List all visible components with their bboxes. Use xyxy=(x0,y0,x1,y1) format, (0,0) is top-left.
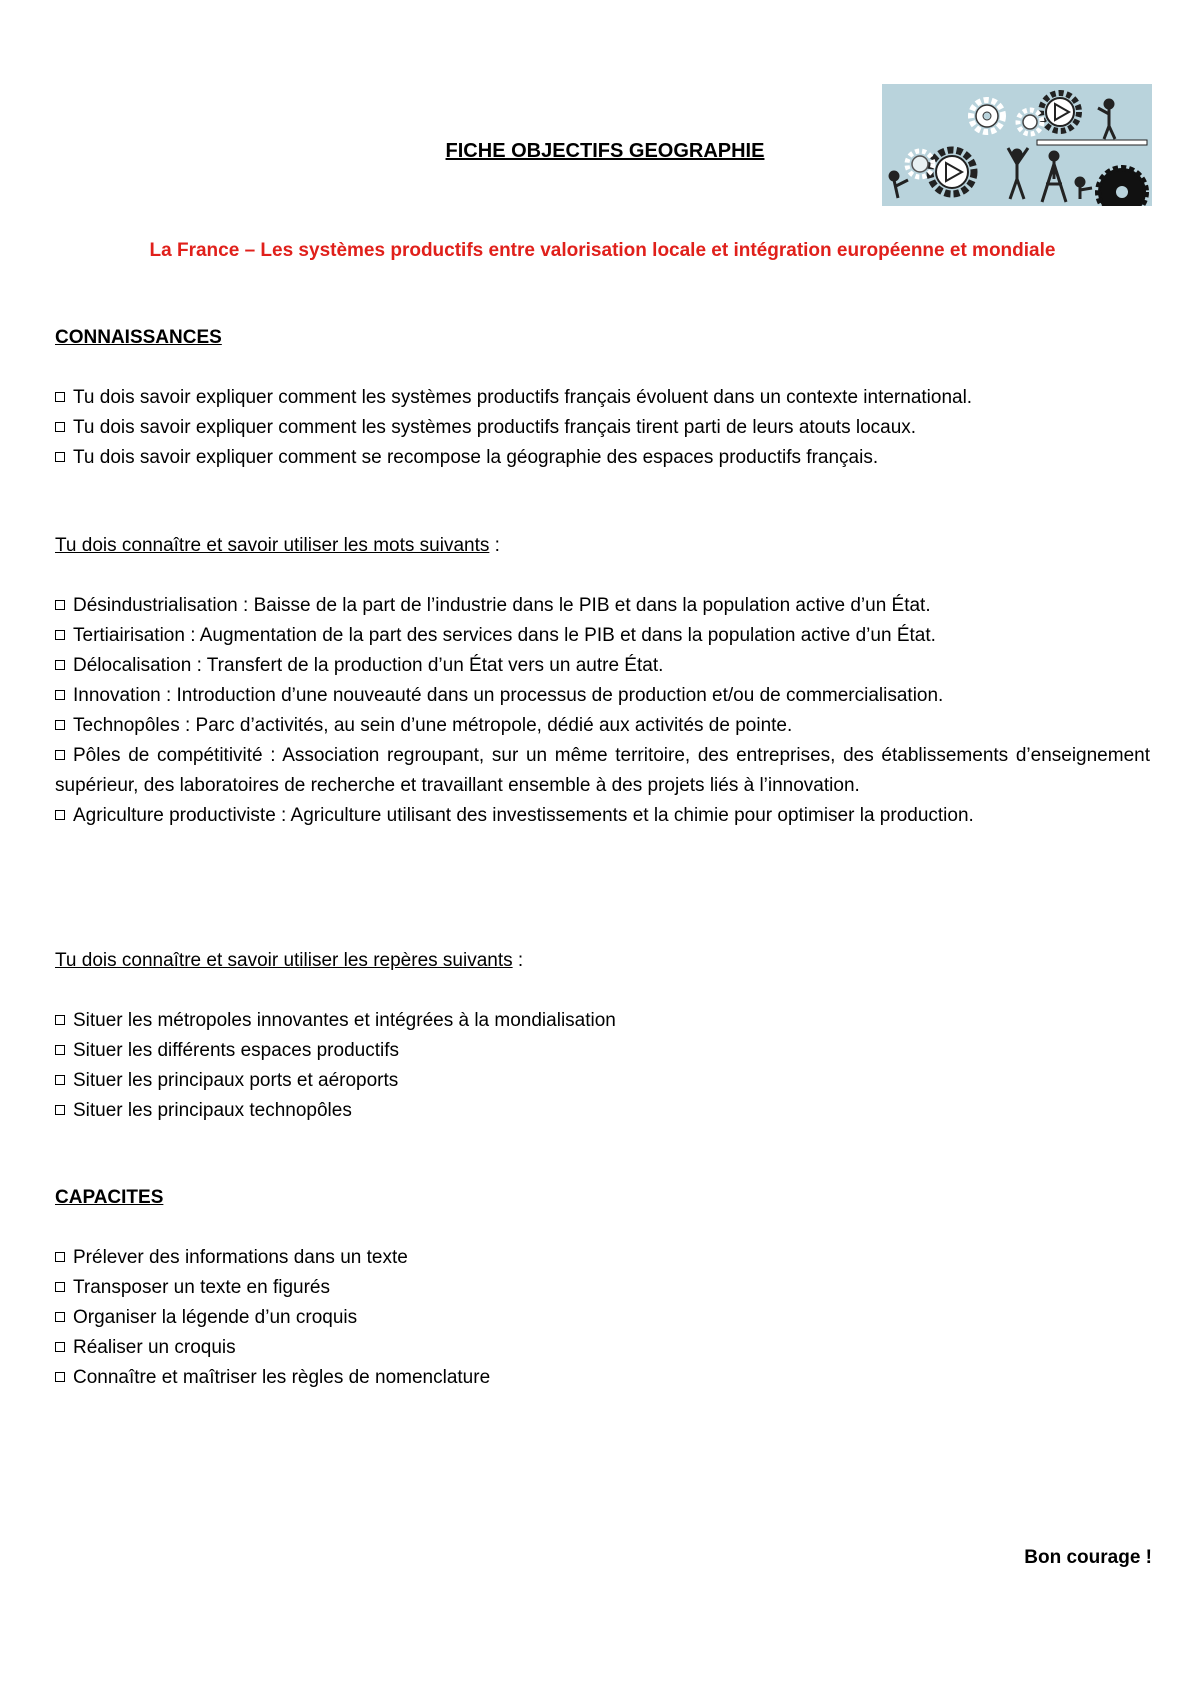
checkbox-icon[interactable] xyxy=(55,452,65,462)
checkbox-icon[interactable] xyxy=(55,1342,65,1352)
list-item: Tu dois savoir expliquer comment se recompose la géographie des espaces productifs français. xyxy=(55,443,1150,473)
checkbox-icon[interactable] xyxy=(55,422,65,432)
checkbox-icon[interactable] xyxy=(55,1312,65,1322)
checkbox-icon[interactable] xyxy=(55,1372,65,1382)
connaissances-list xyxy=(55,383,1150,473)
checkbox-icon[interactable] xyxy=(55,392,65,402)
checkbox-icon[interactable] xyxy=(55,690,65,700)
list-item: Situer les principaux technopôles xyxy=(55,1096,1150,1126)
closing-message: Bon courage ! xyxy=(1024,1547,1152,1568)
list-item: Situer les principaux ports et aéroports xyxy=(55,1066,1150,1096)
checkbox-icon[interactable] xyxy=(55,1282,65,1292)
list-item: Connaître et maîtriser les règles de nomenclature xyxy=(55,1363,1150,1393)
checkbox-icon[interactable] xyxy=(55,630,65,640)
list-item: Situer les différents espaces productifs xyxy=(55,1036,1150,1066)
section-heading-reperes: Tu dois connaître et savoir utiliser les repères suivants : xyxy=(55,950,524,971)
list-item: Désindustrialisation : Baisse de la part de l’industrie dans le PIB et dans la population active d’un État. xyxy=(55,591,1150,621)
vocabulaire-list xyxy=(55,591,1150,831)
page-title: FICHE OBJECTIFS GEOGRAPHIE xyxy=(445,140,765,162)
checkbox-icon[interactable] xyxy=(55,750,65,760)
checkbox-icon[interactable] xyxy=(55,660,65,670)
list-item: Situer les métropoles innovantes et intégrées à la mondialisation xyxy=(55,1006,1150,1036)
list-item: Technopôles : Parc d’activités, au sein d’une métropole, dédié aux activités de pointe. xyxy=(55,711,1150,741)
list-item: Innovation : Introduction d’une nouveauté dans un processus de production et/ou de commercialisation. xyxy=(55,681,1150,711)
checkbox-icon[interactable] xyxy=(55,600,65,610)
list-item: Tertiairisation : Augmentation de la part des services dans le PIB et dans la population active d’un État. xyxy=(55,621,1150,651)
capacites-list xyxy=(55,1243,1150,1393)
checkbox-icon[interactable] xyxy=(55,1252,65,1262)
gears-icon xyxy=(882,84,1152,206)
list-item: Réaliser un croquis xyxy=(55,1333,1150,1363)
list-item: Délocalisation : Transfert de la production d’un État vers un autre État. xyxy=(55,651,1150,681)
page-subtitle: La France – Les systèmes productifs entre valorisation locale et intégration européenne et mondiale xyxy=(149,240,1056,261)
list-item: Tu dois savoir expliquer comment les systèmes productifs français évoluent dans un contexte international. xyxy=(55,383,1150,413)
reperes-list xyxy=(55,1006,1150,1126)
checkbox-icon[interactable] xyxy=(55,1015,65,1025)
section-heading-vocabulaire: Tu dois connaître et savoir utiliser les mots suivants : xyxy=(55,535,500,556)
checkbox-icon[interactable] xyxy=(55,1045,65,1055)
section-heading-connaissances: CONNAISSANCES xyxy=(55,327,222,348)
list-item: Tu dois savoir expliquer comment les systèmes productifs français tirent parti de leurs atouts locaux. xyxy=(55,413,1150,443)
list-item: Organiser la légende d’un croquis xyxy=(55,1303,1150,1333)
checkbox-icon[interactable] xyxy=(55,1105,65,1115)
gears-workers-illustration xyxy=(882,84,1152,206)
list-item: Pôles de compétitivité : Association regroupant, sur un même territoire, des entreprises, des établissements d’enseignement supérieur, des laboratoires de recherche et travaillant ensemble à des projets liés à l’innovation. xyxy=(55,745,1150,796)
checkbox-icon[interactable] xyxy=(55,1075,65,1085)
list-item: Transposer un texte en figurés xyxy=(55,1273,1150,1303)
checkbox-icon[interactable] xyxy=(55,810,65,820)
list-item: Prélever des informations dans un texte xyxy=(55,1243,1150,1273)
list-item: Agriculture productiviste : Agriculture utilisant des investissements et la chimie pour optimiser la production. xyxy=(55,801,1150,831)
checkbox-icon[interactable] xyxy=(55,720,65,730)
section-heading-capacites: CAPACITES xyxy=(55,1187,164,1208)
